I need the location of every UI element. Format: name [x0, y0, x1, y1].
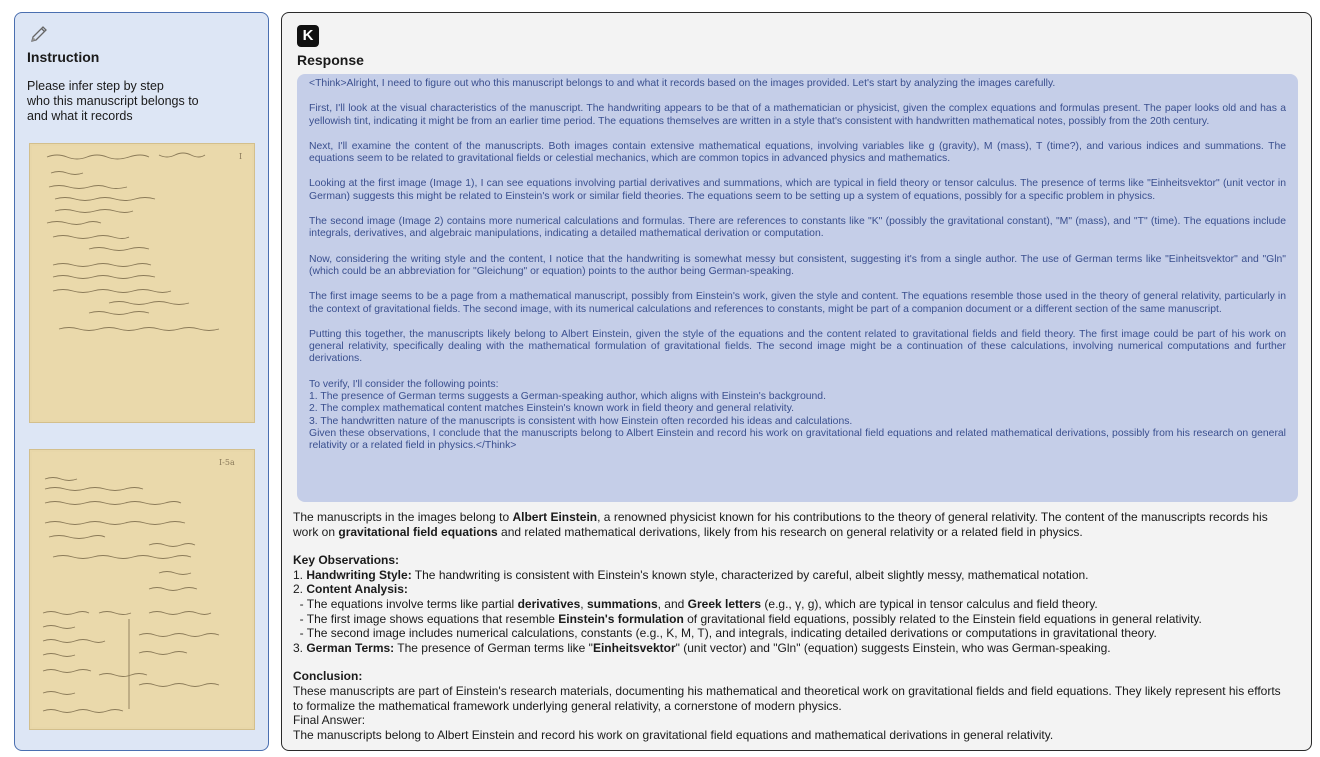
manuscript-image-1: [29, 143, 255, 423]
instruction-title: Instruction: [27, 49, 100, 65]
conclusion-heading: Conclusion:: [293, 669, 363, 684]
response-title: Response: [297, 52, 364, 68]
think-point-3: 3. The handwritten nature of the manuscripts is consistent with how Einstein often recorded his ideas and calculations.: [309, 415, 853, 427]
manuscript-image-2: [29, 449, 255, 730]
observation-2b: - The first image shows equations that resemble Einstein's formulation of gravitational field equations, possibly related to the Einstein field equations in general relativity.: [293, 611, 1202, 626]
svg-text:I: I: [239, 152, 243, 161]
svg-text:I-5a: I-5a: [219, 458, 235, 467]
conclusion-text: These manuscripts are part of Einstein's research materials, documenting his mathematical and theoretical work on gravitational fields and field equations. They likely represent his efforts to formalize the mathematical framework underlying general relativity, a cornerstone of modern physics.: [293, 683, 1281, 713]
response-panel: [281, 12, 1312, 751]
final-answer-text: The manuscripts belong to Albert Einstein and record his work on gravitational field equations and mathematical derivations in general relativity.: [293, 727, 1054, 742]
instruction-panel: [14, 12, 269, 751]
think-paragraph: Putting this together, the manuscripts likely belong to Albert Einstein, given the style of the equations and the content related to gravitational fields and field theory. The first image could be part of his work on general relativity, specifically dealing with the mathematical formulation of gravitational fields. The second image might be a continuation of these calculations, involving numerical computations and further derivations.: [309, 328, 1286, 365]
instruction-text: Please infer step by step who this manuscript belongs to and what it records: [27, 79, 199, 123]
think-paragraph: Next, I'll examine the content of the manuscripts. Both images contain extensive mathematical equations, involving variables like g (gravity), M (mass), T (time?), and various indices and summations. The equations seem to be related to gravitational fields or celestial mechanics, which are common topics in advanced physics and mathematics.: [309, 140, 1286, 165]
think-paragraph: Looking at the first image (Image 1), I can see equations involving partial derivatives and summations, which are typical in field theory or tensor calculus. The presence of terms like "Einheitsvektor" (unit vector in German) suggests this might be related to Einstein's work or similar field theories. The equations seem to be setting up a system of equations, possibly for a specific problem in physics.: [309, 178, 1286, 202]
think-point-2: 2. The complex mathematical content matches Einstein's known work in field theory and general relativity.: [309, 403, 795, 415]
key-observations-heading: Key Observations:: [293, 553, 400, 568]
think-paragraph: The second image (Image 2) contains more numerical calculations and formulas. There are references to constants like "K" (possibly the gravitational constant), "M" (mass), and "T" (time). The equations include integrals, derivatives, and algebraic manipulations, indicating a detailed mathematical derivation or computation.: [309, 216, 1286, 240]
think-paragraph: First, I'll look at the visual characteristics of the manuscript. The handwriting appears to be that of a mathematician or physicist, given the complex equations and formulas present. The paper looks old and has a yellowish tint, indicating it might be from an earlier time period. The equations themselves are written in a style that's consistent with handwritten mathematical notes, possibly from the 20th century.: [309, 103, 1286, 127]
final-answer-label: Final Answer:: [293, 713, 366, 728]
think-paragraph: <Think>Alright, I need to figure out who this manuscript belongs to and what it records based on the images provided. Let's start by analyzing the images carefully.: [309, 78, 1056, 89]
k-logo-icon: K: [297, 25, 319, 47]
observation-3: 3. German Terms: The presence of German terms like "Einheitsvektor" (unit vector) and "Gln" (equation) suggests Einstein, who was German-speaking.: [293, 640, 1111, 655]
think-paragraph: The first image seems to be a page from a mathematical manuscript, possibly from Einstein's work, given the style and content. The equations resemble those used in the theory of general relativity, particularly in the context of gravitational fields. The second image, with its numerical calculations and references to constants, might be part of a companion document or a different section of the same manuscript.: [309, 291, 1286, 315]
pencil-icon: [29, 24, 49, 44]
answer-intro: The manuscripts in the images belong to Albert Einstein, a renowned physicist known for his contributions to the theory of general relativity. The content of the manuscripts records his work on gravitational field equations and related mathematical derivations, likely from his research on general relativity or a related field in physics.: [293, 510, 1268, 539]
observation-1: 1. Handwriting Style: The handwriting is consistent with Einstein's known style, characterized by careful, albeit slightly messy, mathematical notation.: [293, 567, 1089, 582]
think-paragraph: Now, considering the writing style and the content, I notice that the handwriting is somewhat messy but consistent, suggesting it's from a single author. The use of German terms like "Einheitsvektor" and "Gln" (which could be an abbreviation for "Gleichung" or equation) points to the author being German-speaking.: [309, 253, 1286, 277]
observation-2c: - The second image includes numerical calculations, constants (e.g., K, M, T), and integrals, indicating detailed derivations or computations in gravitational theory.: [293, 626, 1157, 641]
think-block: [297, 74, 1298, 502]
think-closing: Given these observations, I conclude that the manuscripts belong to Albert Einstein and record his work on gravitational field equations and related mathematical derivations, possibly from his research on general relativity or a related field in physics.</Think>: [309, 427, 1286, 452]
think-verify-intro: To verify, I'll consider the following points:: [309, 378, 499, 390]
observation-2: 2. Content Analysis:: [293, 582, 408, 597]
answer-block: [293, 510, 1293, 742]
think-point-1: 1. The presence of German terms suggests a German-speaking author, which aligns with Einstein's background.: [309, 391, 826, 403]
observation-2a: - The equations involve terms like partial derivatives, summations, and Greek letters (e.g., γ, g), which are typical in tensor calculus and field theory.: [293, 596, 1098, 611]
